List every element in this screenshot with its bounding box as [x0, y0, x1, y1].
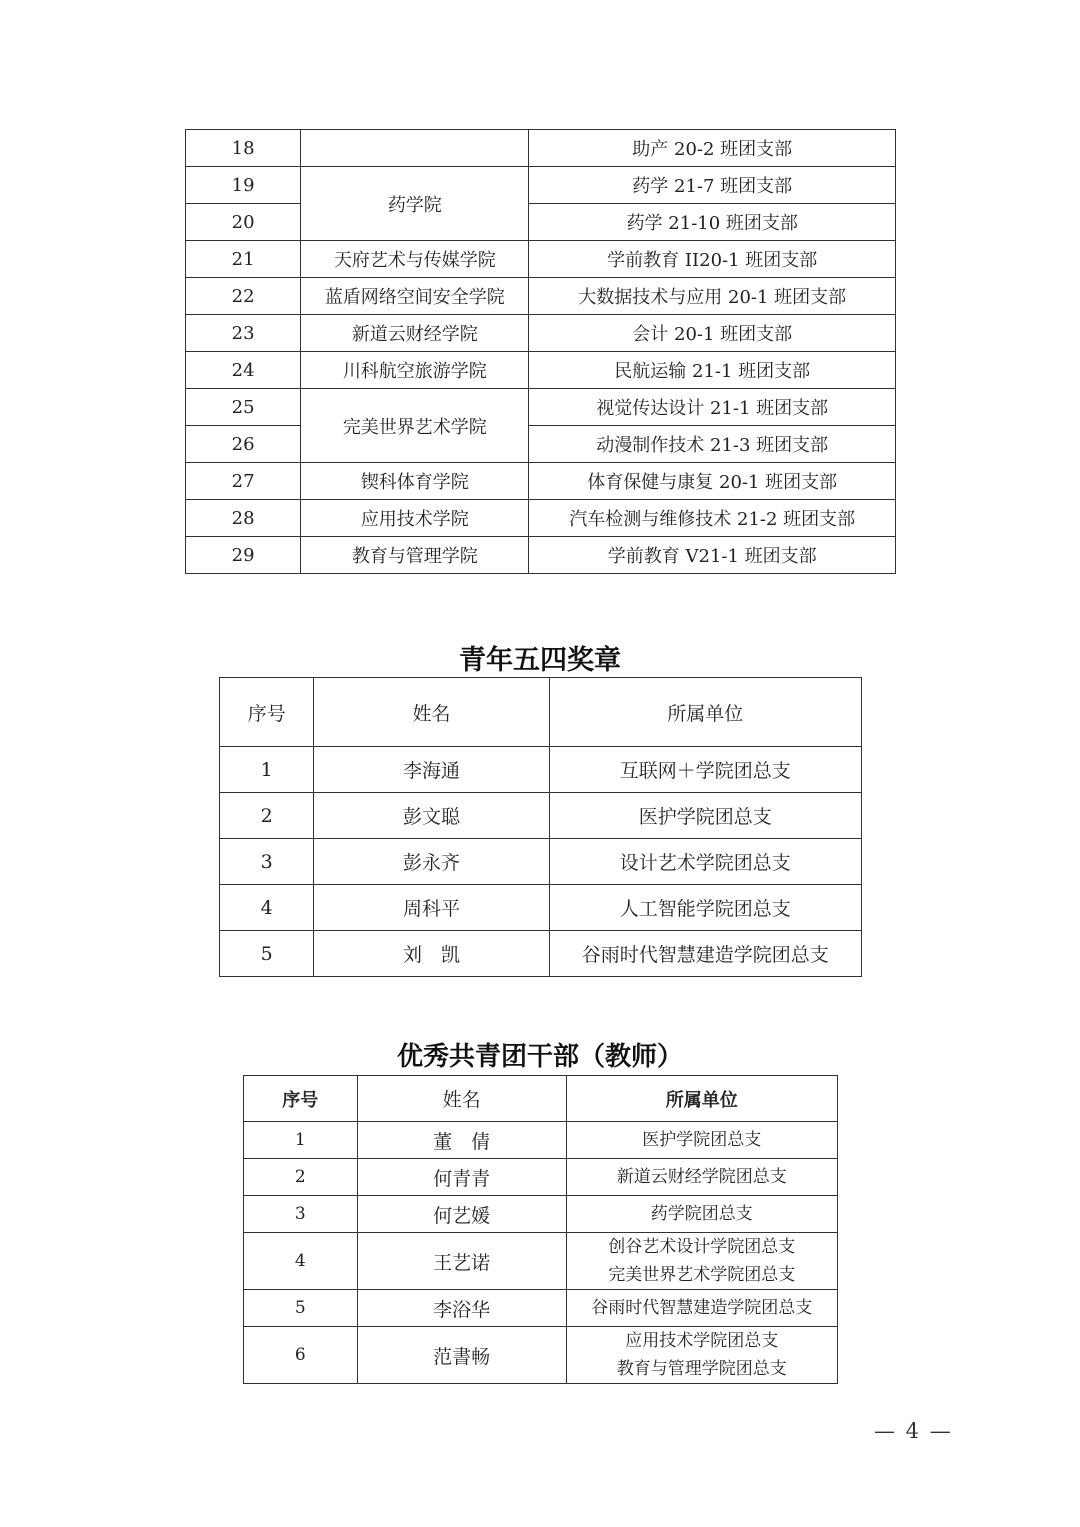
unit-cell: [566, 1290, 837, 1327]
table-row: [244, 1327, 838, 1384]
table-row: [186, 204, 896, 241]
name-cell: 何艺媛: [357, 1196, 566, 1233]
row-number: 20: [186, 204, 301, 241]
header-unit: 所属单位: [566, 1076, 837, 1122]
row-number: 2: [244, 1159, 358, 1196]
table-row: [220, 931, 862, 977]
college-cell: 天府艺术与传媒学院: [301, 241, 529, 278]
table-row: [186, 389, 896, 426]
unit-cell: [566, 1122, 837, 1159]
college-cell: 蓝盾网络空间安全学院: [301, 278, 529, 315]
row-number: 5: [220, 931, 314, 977]
branch-table: [185, 129, 896, 574]
college-cell: 锲科体育学院: [301, 463, 529, 500]
branch-cell: 会计 20-1 班团支部: [529, 315, 896, 352]
branch-cell: 民航运输 21-1 班团支部: [529, 352, 896, 389]
row-number: 24: [186, 352, 301, 389]
unit-line: 应用技术学院团总支: [625, 1331, 779, 1351]
row-number: 3: [220, 839, 314, 885]
header-unit: 所属单位: [549, 678, 861, 747]
table-row: [186, 426, 896, 463]
branch-cell: 大数据技术与应用 20-1 班团支部: [529, 278, 896, 315]
college-cell: 川科航空旅游学院: [301, 352, 529, 389]
table-row: [244, 1233, 838, 1290]
header-number: 序号: [220, 678, 314, 747]
row-number: 28: [186, 500, 301, 537]
branch-cell: 药学 21-10 班团支部: [529, 204, 896, 241]
medal-section-title: 青年五四奖章: [459, 645, 621, 676]
name-cell: 王艺诺: [357, 1233, 566, 1290]
row-number: 19: [186, 167, 301, 204]
row-number: 3: [244, 1196, 358, 1233]
row-number: 4: [244, 1233, 358, 1290]
unit-line: 药学院团总支: [650, 1204, 753, 1224]
unit-cell: 人工智能学院团总支: [549, 885, 861, 931]
row-number: 6: [244, 1327, 358, 1384]
college-cell: 新道云财经学院: [301, 315, 529, 352]
unit-cell: 互联网＋学院团总支: [549, 747, 861, 793]
row-number: 23: [186, 315, 301, 352]
header-number: 序号: [244, 1076, 358, 1122]
table-row: [244, 1290, 838, 1327]
name-cell: 彭文聪: [314, 793, 549, 839]
table-row: [186, 352, 896, 389]
table-row: [220, 747, 862, 793]
branch-cell: 学前教育 V21-1 班团支部: [529, 537, 896, 574]
table-row: [220, 793, 862, 839]
name-cell: 董 倩: [357, 1122, 566, 1159]
table-row: [186, 315, 896, 352]
row-number: 27: [186, 463, 301, 500]
unit-cell: [566, 1233, 837, 1290]
table-row: [186, 278, 896, 315]
branch-cell: 药学 21-7 班团支部: [529, 167, 896, 204]
medal-table: [219, 677, 862, 977]
college-cell: 应用技术学院: [301, 500, 529, 537]
unit-cell: [566, 1196, 837, 1233]
table-row: [220, 885, 862, 931]
row-number: 22: [186, 278, 301, 315]
unit-line: 谷雨时代智慧建造学院团总支: [591, 1298, 813, 1318]
table-row: [220, 839, 862, 885]
unit-cell: [566, 1159, 837, 1196]
table-row: [186, 537, 896, 574]
unit-cell: 医护学院团总支: [549, 793, 861, 839]
page-number: — 4 —: [874, 1419, 953, 1443]
row-number: 4: [220, 885, 314, 931]
branch-cell: 学前教育 II20-1 班团支部: [529, 241, 896, 278]
table-row: [244, 1122, 838, 1159]
table-row: [186, 463, 896, 500]
table-row: [186, 500, 896, 537]
unit-line: 创谷艺术设计学院团总支: [608, 1237, 796, 1257]
unit-line: 医护学院团总支: [642, 1130, 762, 1150]
row-number: 2: [220, 793, 314, 839]
row-number: 26: [186, 426, 301, 463]
name-cell: 刘 凯: [314, 931, 549, 977]
college-cell: 完美世界艺术学院: [301, 389, 529, 463]
table-row: [186, 167, 896, 204]
row-number: 25: [186, 389, 301, 426]
college-cell: 药学院: [301, 167, 529, 241]
college-cell: [301, 130, 529, 167]
row-number: 1: [244, 1122, 358, 1159]
row-number: 21: [186, 241, 301, 278]
table-row: [244, 1196, 838, 1233]
row-number: 5: [244, 1290, 358, 1327]
cadre-table: [243, 1075, 838, 1384]
cadre-section-title: 优秀共青团干部（教师）: [396, 1042, 683, 1072]
unit-cell: [566, 1327, 837, 1384]
table-header-row: [220, 678, 862, 747]
row-number: 18: [186, 130, 301, 167]
unit-line: 完美世界艺术学院团总支: [608, 1265, 796, 1285]
name-cell: 周科平: [314, 885, 549, 931]
table-row: [186, 241, 896, 278]
table-header-row: [244, 1076, 838, 1122]
unit-line: 新道云财经学院团总支: [616, 1167, 787, 1187]
college-cell: 教育与管理学院: [301, 537, 529, 574]
unit-cell: 谷雨时代智慧建造学院团总支: [549, 931, 861, 977]
row-number: 29: [186, 537, 301, 574]
branch-cell: 动漫制作技术 21-3 班团支部: [529, 426, 896, 463]
name-cell: 李海通: [314, 747, 549, 793]
branch-cell: 体育保健与康复 20-1 班团支部: [529, 463, 896, 500]
name-cell: 彭永齐: [314, 839, 549, 885]
branch-cell: 助产 20-2 班团支部: [529, 130, 896, 167]
header-name: 姓名: [314, 678, 549, 747]
header-name: 姓名: [357, 1076, 566, 1122]
table-row: [244, 1159, 838, 1196]
unit-cell: 设计艺术学院团总支: [549, 839, 861, 885]
row-number: 1: [220, 747, 314, 793]
name-cell: 范書畅: [357, 1327, 566, 1384]
table-row: [186, 130, 896, 167]
name-cell: 李浴华: [357, 1290, 566, 1327]
branch-cell: 视觉传达设计 21-1 班团支部: [529, 389, 896, 426]
unit-line: 教育与管理学院团总支: [616, 1359, 787, 1379]
name-cell: 何青青: [357, 1159, 566, 1196]
branch-cell: 汽车检测与维修技术 21-2 班团支部: [529, 500, 896, 537]
